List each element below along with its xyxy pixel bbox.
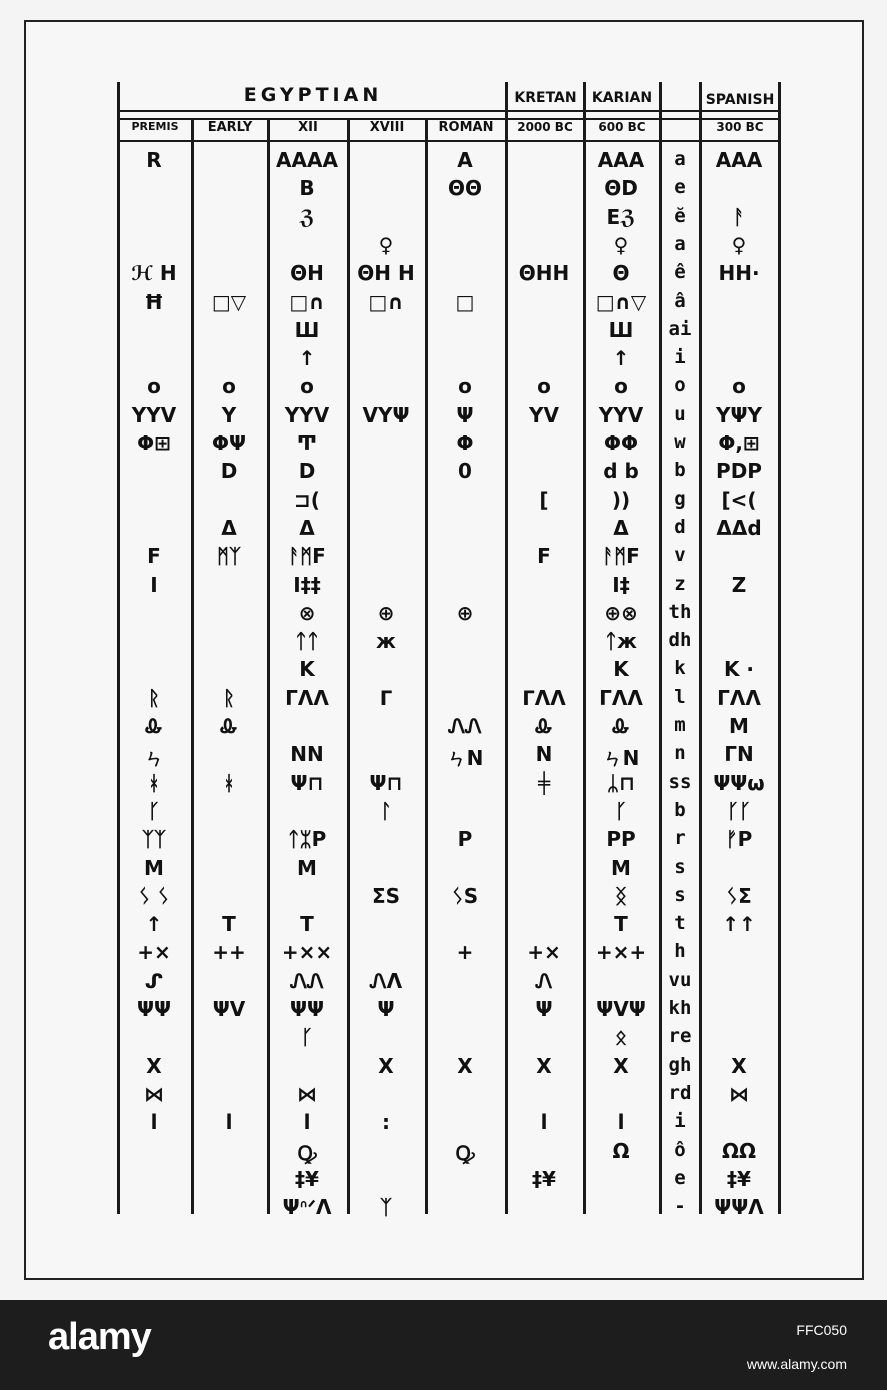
glyph-premis-row-8: o (147, 374, 161, 399)
glyph-xii-row-13: Δ (299, 515, 315, 540)
glyph-xii-row-0: ΑΑΑΑ (276, 148, 338, 172)
glyph-premis-row-21: ㄣ (144, 746, 164, 771)
glyph-latin-row-30: kh (668, 997, 692, 1019)
glyph-premis-row-28: +× (137, 940, 171, 965)
subheader-karian-date: 600 BC (598, 120, 646, 134)
glyph-premis-row-29: ᔑ (144, 968, 164, 993)
glyph-xii-row-15: I‡‡ (293, 572, 321, 597)
glyph-early-row-28: ++ (212, 940, 246, 965)
glyph-xii-row-27: T (300, 912, 314, 937)
glyph-kretan-row-22: ╪ (537, 770, 551, 795)
subheader-spanish-date: 300 BC (716, 120, 764, 134)
glyph-karian-row-27: T (614, 912, 628, 937)
glyph-early-row-14: ᛗᛉ (217, 544, 241, 569)
glyph-karian-row-3: ♀ (613, 232, 629, 257)
glyph-latin-row-10: w (674, 431, 686, 453)
glyph-spanish-row-3: ♀ (731, 232, 747, 257)
glyph-latin-row-33: rd (668, 1081, 692, 1104)
glyph-roman-row-8: o (458, 374, 472, 399)
glyph-premis-row-22: ᚼ (148, 770, 160, 795)
glyph-roman-row-1: ΘΘ (447, 176, 483, 201)
glyph-latin-row-31: re (668, 1025, 692, 1048)
glyph-karian-row-13: Δ (613, 515, 629, 540)
glyph-kretan-row-21: N (535, 742, 553, 767)
glyph-xii-row-18: K (299, 657, 315, 682)
glyph-xii-row-21: NN (290, 742, 324, 767)
glyph-roman-row-20: ᏁᏁ (448, 714, 482, 738)
glyph-roman-row-10: Φ (456, 431, 474, 455)
glyph-spanish-row-12: [<( (721, 487, 757, 512)
glyph-premis-row-10: Φ⊞ (137, 431, 171, 455)
glyph-latin-row-20: m (674, 714, 686, 736)
glyph-latin-row-28: h (674, 940, 686, 963)
header-kretan: KRETAN (514, 90, 577, 106)
glyph-kretan-row-32: X (536, 1053, 552, 1078)
top-rule (118, 110, 780, 112)
glyph-latin-row-1: e (674, 176, 686, 199)
glyph-spanish-row-8: o (732, 374, 746, 399)
glyph-karian-row-1: ΘD (604, 176, 638, 201)
image-id: FFC050 (796, 1322, 847, 1338)
glyph-latin-row-6: ai (668, 317, 692, 340)
glyph-roman-row-24: P (457, 827, 473, 852)
subheader-xviii: XVIII (369, 120, 405, 135)
glyph-karian-row-14: ᚨᛗF (602, 544, 640, 569)
header-spanish: SPANISH (705, 92, 775, 108)
glyph-premis-row-4: ℋ H (131, 261, 177, 286)
glyph-karian-row-2: Eℨ (606, 204, 636, 229)
glyph-xii-row-8: o (300, 374, 314, 399)
column-rule (659, 82, 662, 1214)
glyph-xviii-row-34: : (382, 1110, 390, 1135)
glyph-premis-row-24: ᛉᛉ (142, 827, 166, 852)
glyph-karian-row-19: ΓΛΛ (599, 685, 643, 710)
glyph-kretan-row-12: [ (539, 487, 549, 512)
glyph-xii-row-29: ᏁᏁ (290, 968, 324, 993)
glyph-xviii-row-26: ΣS (371, 883, 401, 908)
glyph-xviii-row-9: VYΨ (362, 402, 410, 427)
glyph-premis-row-27: ↑ (145, 912, 163, 937)
glyph-latin-row-34: i (674, 1110, 686, 1133)
glyph-roman-row-35: Ꝙ (455, 1140, 475, 1165)
glyph-xii-row-37: ΨᐢᐟΛ (282, 1195, 332, 1220)
glyph-spanish-row-21: ΓN (724, 742, 754, 767)
glyph-xviii-row-4: ΘH H (357, 261, 415, 286)
glyph-karian-row-18: K (613, 657, 629, 682)
column-rule (347, 118, 350, 1214)
glyph-premis-row-32: X (146, 1053, 162, 1078)
glyph-latin-row-26: s (674, 883, 686, 906)
glyph-latin-row-24: r (674, 827, 686, 850)
column-rule (191, 118, 194, 1214)
column-rule (117, 82, 120, 1214)
glyph-premis-row-15: I (150, 572, 158, 597)
glyph-kretan-row-4: ΘHH (518, 261, 570, 286)
glyph-premis-row-20: Ꮂ (145, 714, 163, 738)
glyph-spanish-row-0: ΑΑΑ (715, 148, 763, 172)
glyph-karian-row-25: M (611, 855, 631, 880)
glyph-premis-row-14: F (147, 544, 161, 569)
glyph-spanish-row-32: X (731, 1053, 747, 1078)
glyph-spanish-row-15: Z (731, 572, 747, 597)
glyph-premis-row-26: ᛊ ᛊ (138, 883, 170, 908)
glyph-roman-row-16: ⊕ (456, 600, 474, 625)
glyph-early-row-11: D (220, 459, 238, 484)
glyph-kretan-row-19: ᒥΛΛ (522, 685, 566, 710)
glyph-xii-row-10: Ͳ (296, 431, 318, 455)
glyph-premis-row-0: R (146, 148, 162, 172)
glyph-kretan-row-8: o (537, 374, 551, 399)
glyph-xviii-row-29: ᏁΛ (369, 968, 403, 993)
glyph-karian-row-31: ᛟ (615, 1025, 627, 1050)
glyph-spanish-row-10: Φ,⊞ (718, 431, 760, 455)
glyph-latin-row-16: th (668, 600, 692, 623)
glyph-xviii-row-3: ♀ (378, 232, 394, 257)
glyph-karian-row-32: X (613, 1053, 629, 1078)
glyph-roman-row-11: 0 (458, 459, 472, 484)
glyph-kretan-row-14: F (537, 544, 551, 569)
glyph-xviii-row-22: Ψ⊓ (369, 770, 403, 795)
glyph-karian-row-11: d b (603, 459, 639, 484)
glyph-latin-row-11: b (674, 459, 686, 482)
glyph-early-row-13: Δ (221, 515, 237, 540)
subheader-early: EARLY (207, 120, 253, 135)
glyph-latin-row-29: vu (668, 968, 692, 991)
glyph-xii-row-34: l (303, 1110, 311, 1135)
glyph-early-row-10: ΦΨ (212, 431, 246, 455)
glyph-roman-row-32: X (457, 1053, 473, 1078)
glyph-early-row-30: ΨV (212, 997, 246, 1021)
glyph-spanish-row-24: ᚠP (725, 827, 753, 852)
glyph-karian-row-4: Θ (612, 261, 630, 286)
glyph-spanish-row-11: ΡDP (716, 459, 762, 484)
glyph-xii-row-5: □∩ (289, 289, 325, 314)
glyph-xii-row-22: Ψ⊓ (290, 770, 324, 795)
glyph-latin-row-5: â (674, 289, 686, 312)
glyph-kretan-row-34: l (540, 1110, 548, 1135)
glyph-xii-row-1: B (299, 176, 315, 201)
glyph-spanish-row-4: HH· (718, 261, 760, 286)
glyph-latin-row-13: d (674, 515, 686, 538)
column-rule (583, 82, 586, 1214)
glyph-spanish-row-9: YΨY (716, 402, 762, 427)
glyph-xii-row-33: ⋈ (297, 1081, 317, 1106)
glyph-karian-row-12: )) (611, 487, 631, 512)
glyph-karian-row-34: l (617, 1110, 625, 1135)
glyph-xii-row-17: ᛏᛏ (295, 629, 319, 654)
glyph-latin-row-19: l (674, 685, 686, 708)
glyph-karian-row-15: I‡ (612, 572, 630, 597)
glyph-latin-row-17: dh (668, 629, 692, 652)
glyph-premis-row-34: l (150, 1110, 158, 1135)
glyph-xii-row-28: +×× (281, 940, 333, 965)
glyph-karian-row-28: +×+ (595, 940, 647, 965)
glyph-latin-row-12: g (674, 487, 686, 510)
glyph-xii-row-31: ᚴ (301, 1025, 313, 1050)
glyph-premis-row-9: YYV (131, 402, 177, 427)
glyph-early-row-34: l (225, 1110, 233, 1135)
glyph-spanish-row-37: ΨΨΛ (714, 1195, 764, 1220)
glyph-xii-row-6: Ш (294, 317, 320, 342)
glyph-premis-row-33: ⋈ (144, 1081, 164, 1106)
glyph-spanish-row-22: ΨΨω (713, 770, 765, 795)
glyph-xii-row-25: M (297, 855, 317, 880)
glyph-latin-row-3: a (674, 232, 686, 255)
header-karian: KARIAN (591, 90, 653, 106)
glyph-latin-row-8: o (674, 374, 686, 397)
glyph-karian-row-21: ㄣN (602, 746, 640, 771)
glyph-xviii-row-37: ᛉ (380, 1195, 392, 1220)
subheader-premis: PREMIS (131, 120, 179, 133)
glyph-kretan-row-30: Ψ (535, 997, 553, 1021)
glyph-premis-row-19: ᚱ (148, 685, 160, 710)
glyph-karian-row-5: □∩▽ (595, 289, 647, 314)
header-egyptian: EGYPTIAN (243, 84, 383, 106)
glyph-karian-row-20: Ꮂ (612, 714, 630, 738)
glyph-latin-row-9: u (674, 402, 686, 425)
glyph-spanish-row-36: ‡¥ (727, 1166, 751, 1191)
glyph-xviii-row-16: ⊕ (377, 600, 395, 625)
glyph-early-row-22: ᚼ (223, 770, 235, 795)
glyph-early-row-5: □▽ (211, 289, 247, 314)
subheader-xii: XII (298, 120, 318, 135)
glyph-karian-row-26: ᛝ (615, 883, 627, 908)
glyph-early-row-8: o (222, 374, 236, 399)
glyph-xviii-row-32: X (378, 1053, 394, 1078)
glyph-latin-row-25: s (674, 855, 686, 878)
subheader-roman: ROMAN (438, 120, 494, 135)
glyph-early-row-9: Y (221, 402, 237, 427)
column-rule (778, 82, 781, 1214)
glyph-xviii-row-17: ж (376, 629, 396, 654)
glyph-xii-row-4: ΘH (290, 261, 324, 286)
glyph-xii-row-30: ΨΨ (290, 997, 324, 1021)
glyph-latin-row-0: a (674, 148, 686, 170)
glyph-spanish-row-19: ΓΛΛ (717, 685, 761, 710)
glyph-premis-row-5: Ħ (144, 289, 164, 314)
glyph-roman-row-26: ᛊS (451, 883, 479, 908)
column-rule (699, 82, 702, 1214)
glyph-xviii-row-5: □∩ (368, 289, 404, 314)
glyph-latin-row-7: i (674, 346, 686, 369)
glyph-roman-row-0: A (457, 148, 473, 172)
glyph-latin-row-27: t (674, 912, 686, 935)
glyph-karian-row-6: Ш (608, 317, 634, 342)
glyph-xviii-row-19: ᒥ (379, 685, 393, 710)
glyph-xii-row-24: ᛏᛯP (287, 827, 327, 852)
glyph-kretan-row-36: ‡¥ (532, 1166, 556, 1191)
glyph-kretan-row-29: Ꮑ (535, 968, 553, 993)
column-rule (425, 118, 428, 1214)
glyph-early-row-27: T (222, 912, 236, 937)
column-rule (267, 118, 270, 1214)
glyph-spanish-row-35: ΩΩ (721, 1138, 757, 1163)
glyph-karian-row-24: PP (606, 827, 636, 852)
glyph-karian-row-16: ⊕⊗ (604, 600, 638, 625)
glyph-latin-row-37: - (674, 1195, 686, 1218)
glyph-roman-row-21: ㄣN (446, 746, 484, 771)
glyph-karian-row-0: ΑΑΑ (597, 148, 645, 172)
glyph-early-row-20: Ꮂ (220, 714, 238, 738)
glyph-xii-row-16: ⊗ (298, 600, 316, 625)
glyph-spanish-row-27: ↑↑ (722, 912, 756, 937)
glyph-karian-row-22: ᛦ⊓ (607, 770, 635, 795)
glyph-karian-row-23: ᚴ (615, 798, 627, 823)
glyph-spanish-row-2: ᚨ (733, 204, 745, 229)
glyph-karian-row-8: o (614, 374, 628, 399)
glyph-xviii-row-23: ᛚ (380, 798, 392, 823)
glyph-xii-row-14: ᚨᛗF (288, 544, 326, 569)
glyph-latin-row-35: ô (674, 1138, 686, 1161)
glyph-roman-row-5: □ (455, 289, 475, 314)
glyph-xii-row-12: ⊐( (294, 487, 320, 512)
glyph-xii-row-19: ΓΛΛ (285, 685, 329, 710)
glyph-karian-row-35: Ω (612, 1138, 630, 1163)
glyph-spanish-row-18: K · (723, 657, 755, 682)
glyph-premis-row-23: ᚴ (148, 798, 160, 823)
glyph-xii-row-2: ℨ (299, 204, 315, 229)
glyph-spanish-row-13: ΔΔd (716, 515, 762, 540)
glyph-kretan-row-9: YV (529, 402, 559, 427)
glyph-kretan-row-20: Ꮂ (535, 714, 553, 738)
glyph-latin-row-4: ê (674, 261, 686, 284)
glyph-premis-row-30: ΨΨ (137, 997, 171, 1021)
column-rule (505, 82, 508, 1214)
glyph-karian-row-7: ↑ (612, 346, 630, 371)
glyph-latin-row-32: gh (668, 1053, 692, 1076)
glyph-latin-row-15: z (674, 572, 686, 595)
glyph-xii-row-36: ‡¥ (295, 1166, 319, 1191)
glyph-roman-row-9: Ψ (456, 402, 474, 427)
glyph-karian-row-17: ᛏж (605, 629, 637, 654)
glyph-xii-row-11: D (298, 459, 316, 484)
glyph-latin-row-18: k (674, 657, 686, 680)
glyph-spanish-row-33: ⋈ (729, 1081, 749, 1106)
glyph-latin-row-23: b (674, 798, 686, 821)
glyph-xii-row-9: YYV (284, 402, 330, 427)
glyph-xii-row-35: Ꝙ (297, 1140, 317, 1165)
glyph-latin-row-22: ss (668, 770, 692, 793)
glyph-spanish-row-26: ᛊΣ (726, 883, 752, 908)
glyph-latin-row-36: e (674, 1166, 686, 1189)
glyph-karian-row-30: ΨVΨ (596, 997, 646, 1021)
glyph-roman-row-28: + (456, 940, 474, 965)
glyph-xviii-row-30: Ψ (377, 997, 395, 1021)
glyph-karian-row-9: YYV (598, 402, 644, 427)
alamy-logo: alamy (48, 1316, 151, 1358)
glyph-latin-row-14: v (674, 544, 686, 567)
glyph-premis-row-25: M (144, 855, 164, 880)
glyph-kretan-row-28: +× (527, 940, 561, 965)
glyph-latin-row-2: ĕ (674, 204, 686, 227)
glyph-spanish-row-20: M (729, 714, 749, 738)
glyph-spanish-row-23: ᚴᚴ (727, 798, 751, 823)
glyph-karian-row-10: ΦΦ (603, 431, 639, 455)
glyph-latin-row-21: n (674, 742, 686, 765)
subheader-kretan-date: 2000 BC (517, 120, 573, 134)
glyph-early-row-19: ᚱ (223, 685, 235, 710)
alamy-url: www.alamy.com (746, 1356, 847, 1372)
glyph-xii-row-7: ↑ (298, 346, 316, 371)
